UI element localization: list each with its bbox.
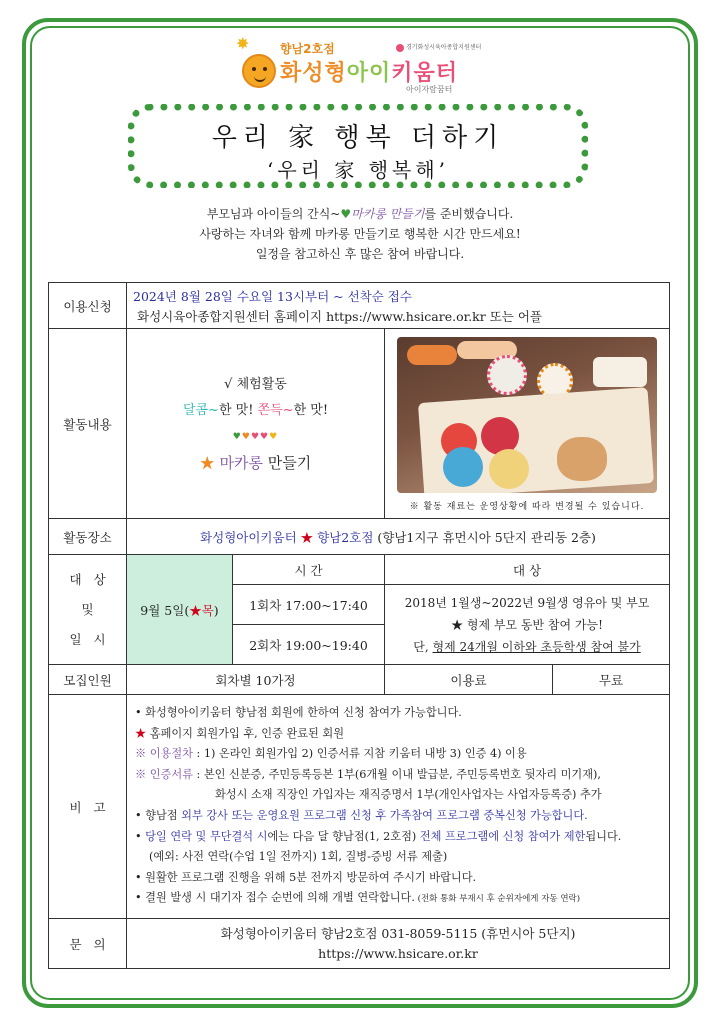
row-place xyxy=(49,519,670,555)
contact-link[interactable]: https://www.hsicare.or.kr xyxy=(318,945,478,961)
row-activity xyxy=(49,329,670,519)
place-content: 화성형아이키움터 ★ 향남2호점 (향남1지구 휴먼시아 5단지 관리동 2층) xyxy=(127,519,670,555)
center-logo: 경기화성시육아종합지원센터 xyxy=(396,42,481,52)
notes-content: • 화성형아이키움터 향남점 회원에 한하여 신청 참여가 가능합니다. ★ 홈페이지 회원가입 후, 인증 완료된 회원 ※ 이용절차 : 1) 온라인 회원가입 2) 인증서류 지참 키움터 내방 3) 인증 4) 이용 ※ 인증서류 : 본인 신분증, 주민등록등본 1부(6개월 이내 발급분, 주민등록번호 뒷자리 미기재), 화성시 소재 직장인 가입자는 재직증명서 1부(개인사업자는 사업자등록증) 추가 • 향남점 외부 강사 또는 운영요원 프로그램 신청 후 가족참여 프로그램 중복신청 가능합니다. • 당일 연락 및 무단결석 시에는 다음 달 향남점(1, 2호점) 전체 프로그램에 신청 참여가 제한됩니다. (예외: 사전 연락(수업 1일 전까지) 1회, 질병-증빙 서류 제출) • 원활한 프로그램 진행을 위해 5분 전까지 방문하여 주시기 바랍니다. • 결원 발생 시 대기자 접수 순번에 의해 개별 연락합니다. (전화 통화 부재시 후 순위자에게 자동 연락) xyxy=(127,695,670,919)
target-content: 2018년 1월생~2022년 9월생 영유아 및 부모 ★ 형제 부모 동반 참여 가능! 단, 형제 24개월 이하와 초등학생 참여 불가 xyxy=(385,585,670,665)
notes-label: 비 고 xyxy=(49,695,127,919)
star-icon: ★ xyxy=(199,453,215,472)
star-icon: ★ xyxy=(300,529,314,545)
apply-label: 이용신청 xyxy=(49,283,127,329)
time-header: 시 간 xyxy=(233,555,385,585)
star-icon: ✸ xyxy=(236,34,250,53)
apply-content: 2024년 8월 28일 수요일 13시부터 ~ 선착순 접수 화성시육아종합지원센터 홈페이지 https://www.hsicare.or.kr 또는 어플 xyxy=(127,283,670,329)
recruit-value: 회차별 10가정 xyxy=(127,665,385,695)
info-table xyxy=(48,282,670,969)
row-notes xyxy=(49,695,670,919)
place-label: 활동장소 xyxy=(49,519,127,555)
recruit-label: 모집인원 xyxy=(49,665,127,695)
activity-text: √ 체험활동 달콤~한 맛! 쫀득~한 맛! ♥♥♥♥♥ ★ 마카롱 만들기 xyxy=(127,329,385,519)
row-apply xyxy=(49,283,670,329)
fee-label: 이용료 xyxy=(385,665,553,695)
macaron-photo xyxy=(397,337,657,493)
heart-icon: ♥ xyxy=(340,207,352,221)
page-title: 우리 家 행복 더하기 xyxy=(211,123,505,153)
logo-name: 화성형아이키움터 xyxy=(280,61,459,86)
logo-sub: 아이자람꿈터 xyxy=(406,85,453,94)
contact-label: 문 의 xyxy=(49,919,127,969)
logo-branch: 향남2호점 xyxy=(280,42,335,56)
schedule-label: 대 상 및 일 시 xyxy=(49,555,127,665)
target-header: 대 상 xyxy=(385,555,670,585)
activity-label: 활동내용 xyxy=(49,329,127,519)
smile-face-icon xyxy=(242,54,276,88)
row-recruit xyxy=(49,665,670,695)
activity-photo-cell xyxy=(385,329,670,519)
row-contact xyxy=(49,919,670,969)
schedule-date: 9월 5일(★목) xyxy=(127,555,233,665)
logo xyxy=(236,36,486,100)
title-box xyxy=(128,104,588,188)
fee-value: 무료 xyxy=(553,665,670,695)
intro-text: 부모님과 아이들의 간식~♥마카롱 만들기를 준비했습니다. 사랑하는 자녀와 함께 마카롱 만들기로 행복한 시간 만드세요! 일정을 참고하신 후 많은 참여 바랍니다. xyxy=(199,207,521,261)
session-2: 2회차 19:00~19:40 xyxy=(233,625,385,665)
session-1: 1회차 17:00~17:40 xyxy=(233,585,385,625)
photo-note: ※ 활동 재료는 운영상황에 따라 변경될 수 있습니다. xyxy=(409,502,645,512)
hearts-icon: ♥♥♥♥♥ xyxy=(232,431,279,442)
row-schedule-header xyxy=(49,555,670,585)
contact-content: 화성형아이키움터 향남2호점 031-8059-5115 (휴먼시아 5단지) https://www.hsicare.or.kr xyxy=(127,919,670,969)
star-icon: ★ xyxy=(135,726,147,740)
center-logo-icon xyxy=(396,44,404,52)
page-subtitle: ‘우리 家 행복해’ xyxy=(266,158,450,182)
